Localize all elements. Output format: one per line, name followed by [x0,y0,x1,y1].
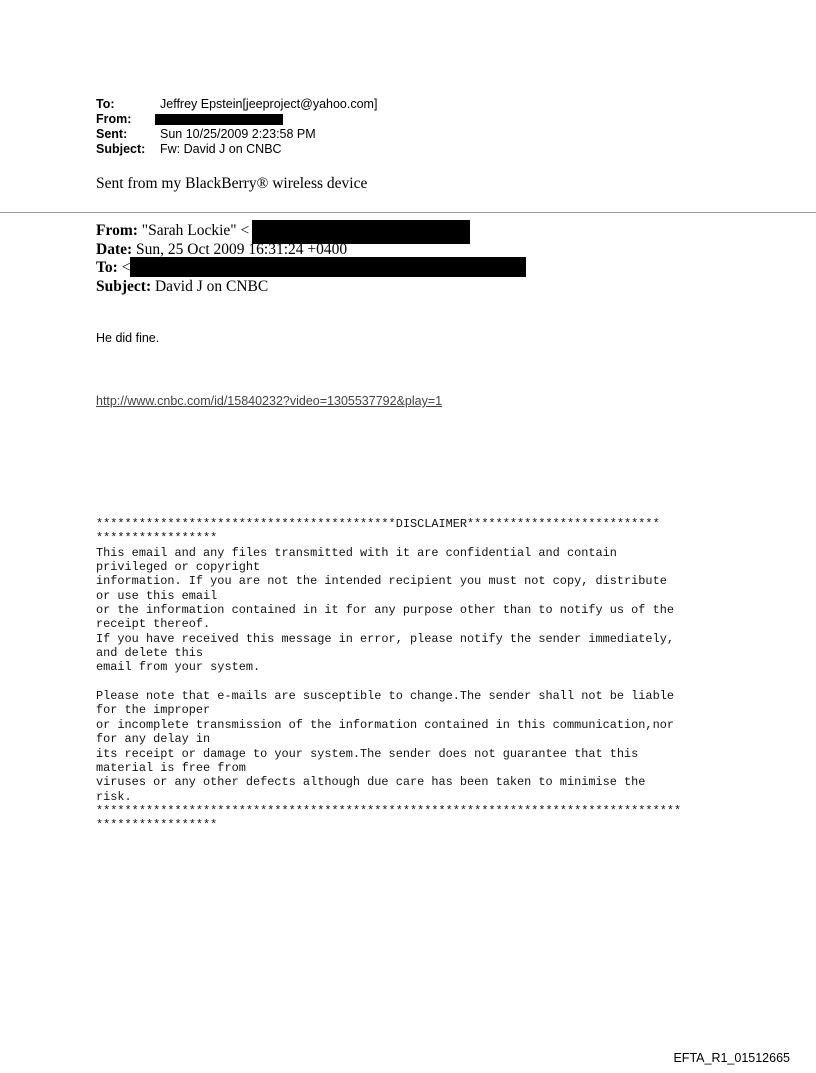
orig-date-label: Date: [96,240,133,258]
orig-to-value: < [121,259,131,276]
orig-date-value: Sun, 25 Oct 2009 16:31:24 +0400 [136,240,348,258]
orig-from-row [96,222,347,241]
orig-to-label: To: [96,259,118,276]
forward-email-header [96,97,377,157]
redaction-bar [130,257,526,277]
redaction-bar [155,114,283,125]
from-label: From: [96,112,132,126]
to-label: To: [96,97,115,111]
subject-label: Subject: [96,142,146,156]
orig-from-label: From: [96,222,138,239]
cnbc-video-link[interactable]: http://www.cnbc.com/id/15840232?video=1305537792&play=1 [96,394,443,408]
disclaimer-block: ******************************************DISCLAIMER*************************** ***************** This email and any files transmitted with it are confidential and contain privileged or copyright information. If you are not the intended recipient you must not copy, distribute or use this email or the information contained in it for any purpose other than to notify us of the receipt thereof. If you have received this message in error, please notify the sender immediately, and delete this email from your system. Please note that e-mails are susceptible to change.The sender shall not be liable for the improper or incomplete transmission of the information contained in this communication,nor for any delay in its receipt or damage to your system.The sender does not guarantee that this material is free from viruses or any other defects although due care has been taken to minimise the risk. ********************************************************************************** ***************** [96,517,682,833]
document-id: EFTA_R1_01512665 [673,1051,790,1065]
to-value: Jeffrey Epstein[jeeproject@yahoo.com] [160,97,378,111]
sent-row [96,127,377,142]
orig-to-row [96,259,347,278]
message-body: He did fine. [96,331,160,345]
original-email-header [96,222,347,296]
orig-subject-row [96,278,347,297]
blackberry-signature: Sent from my BlackBerry® wireless device [96,175,368,192]
orig-subject-label: Subject: [96,277,152,295]
subject-value: Fw: David J on CNBC [160,142,282,156]
subject-row [96,142,377,157]
divider-line [0,212,816,213]
from-row [96,112,377,127]
orig-subject-value: David J on CNBC [154,277,269,295]
sent-label: Sent: [96,127,128,141]
sent-value: Sun 10/25/2009 2:23:58 PM [160,127,316,141]
orig-from-value: "Sarah Lockie" < [141,222,250,239]
to-row [96,97,377,112]
